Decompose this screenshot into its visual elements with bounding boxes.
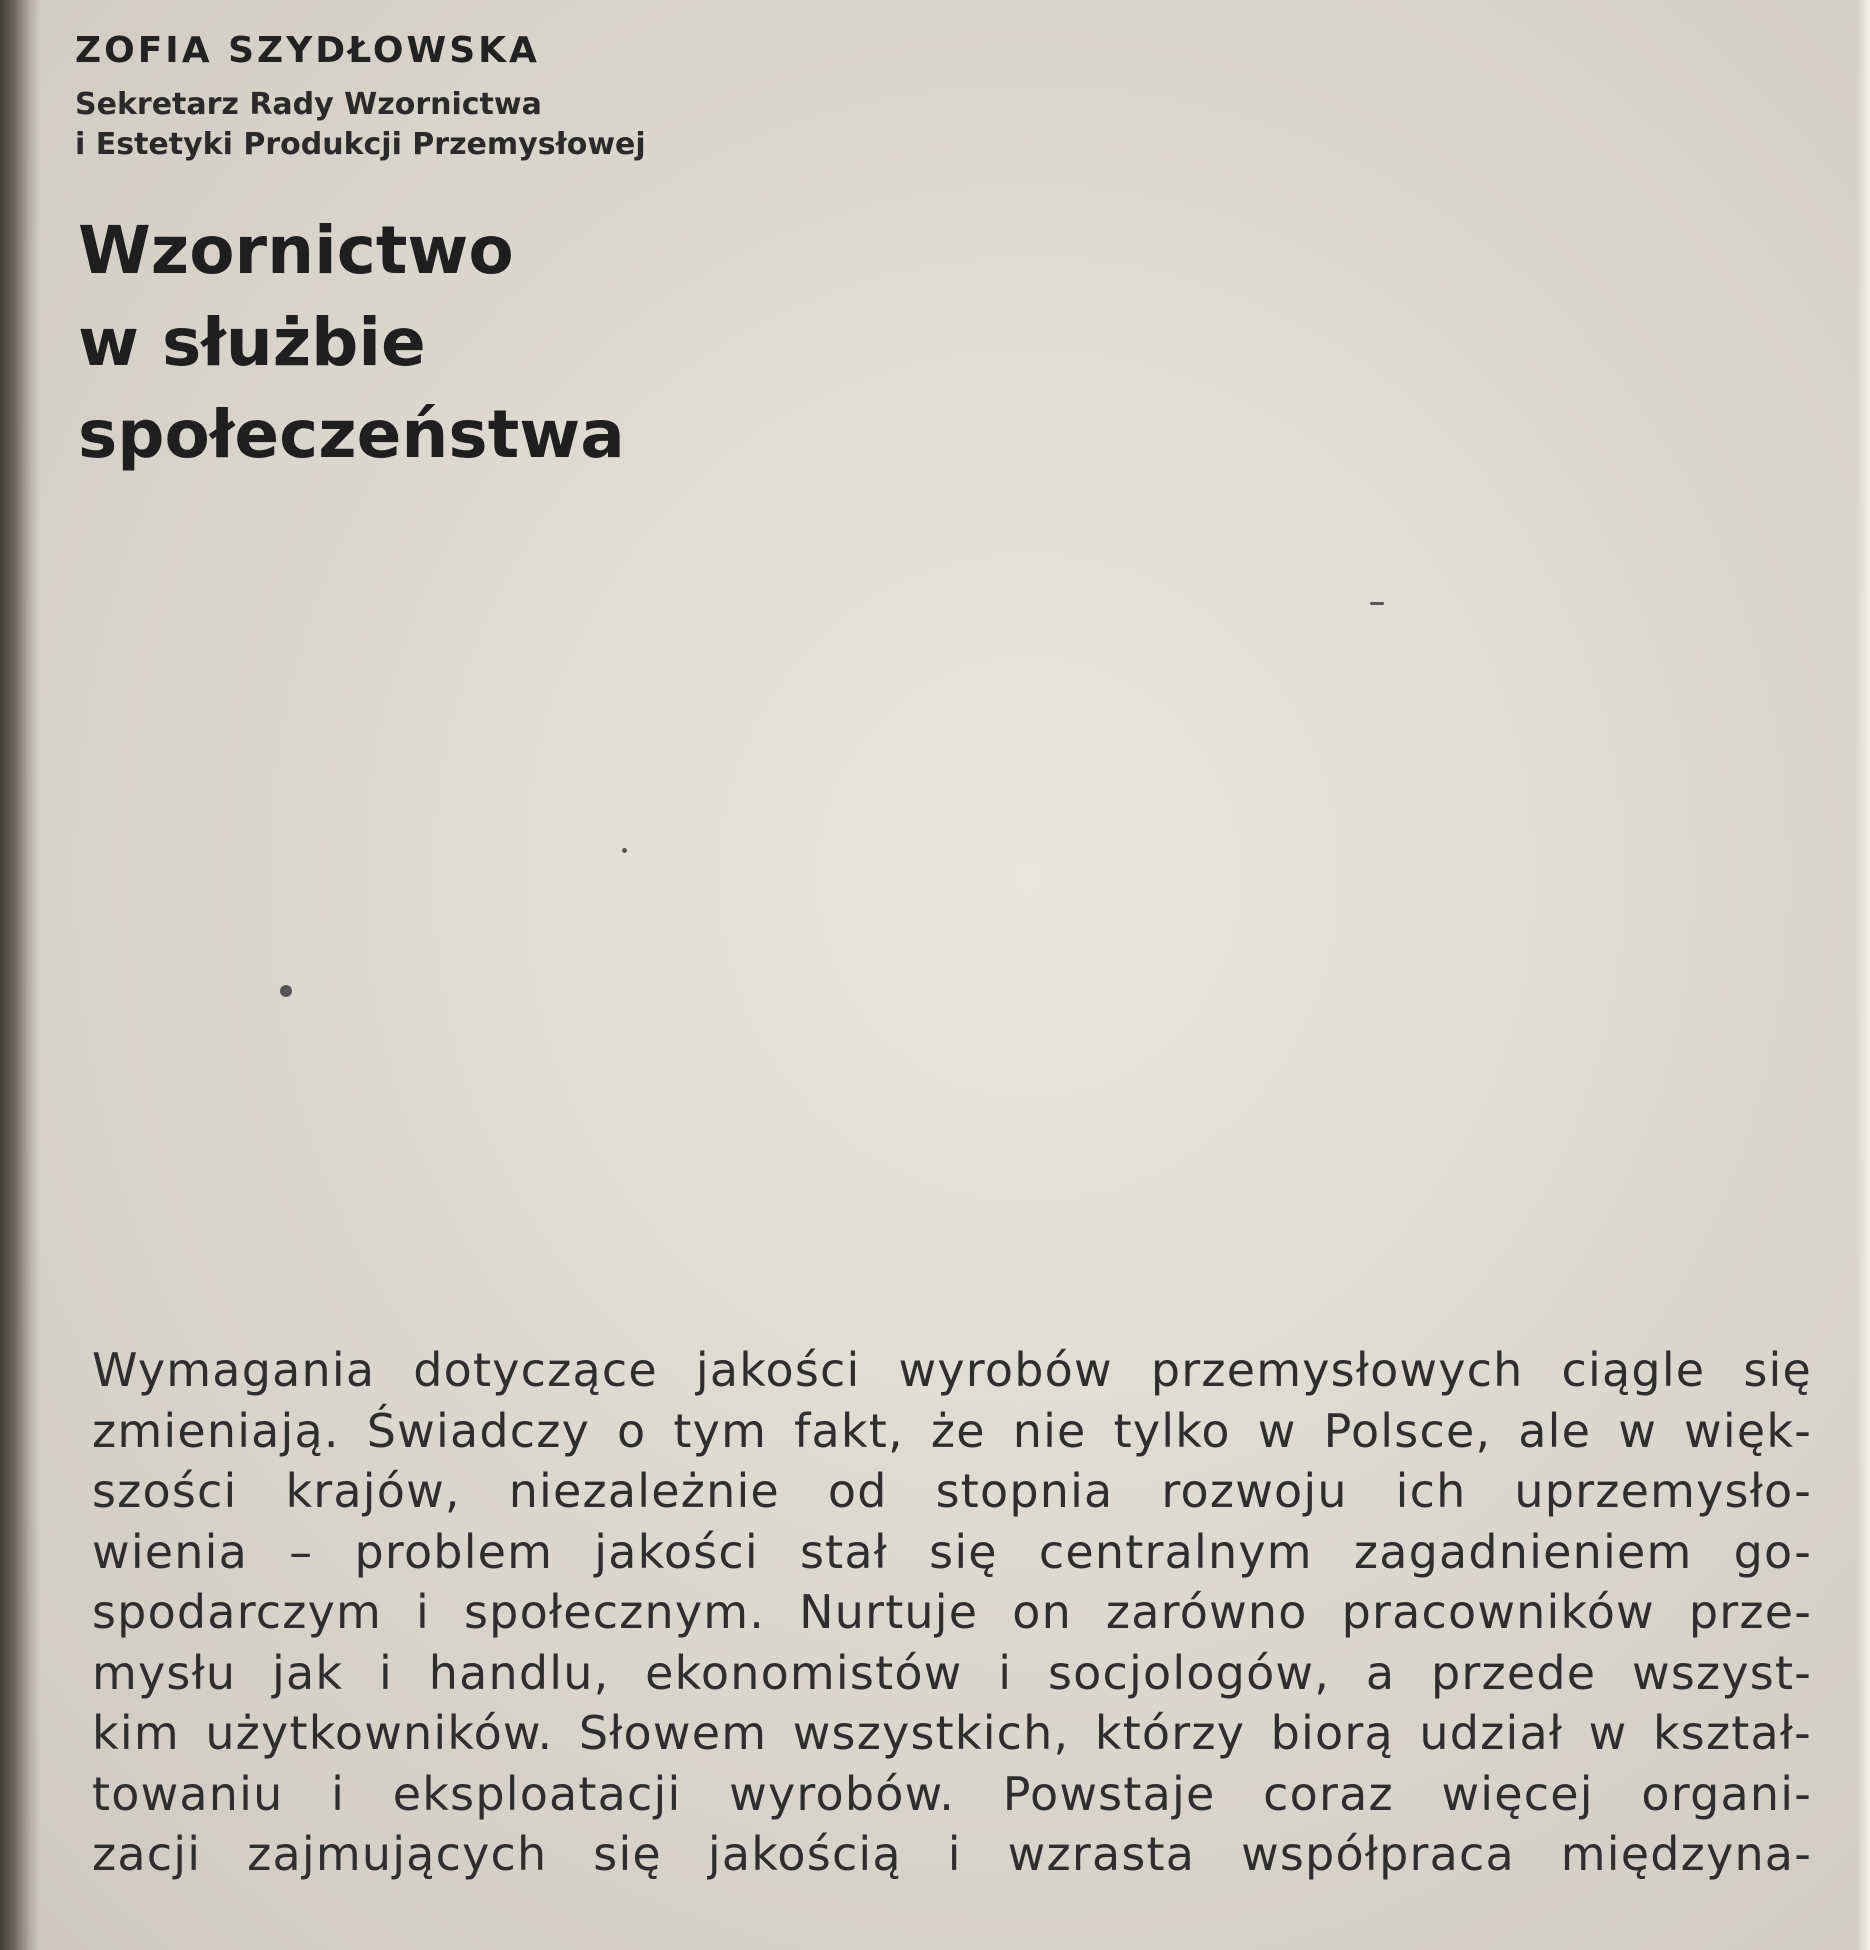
body-line: kim użytkowników. Słowem wszystkich, którzy biorą udział w kształ- bbox=[92, 1706, 1812, 1760]
paper-speck bbox=[280, 985, 292, 997]
article-body bbox=[92, 1340, 1812, 1885]
body-line: szości krajów, niezależnie od stopnia rozwoju ich uprzemysło- bbox=[92, 1464, 1812, 1518]
body-line: towaniu i eksploatacji wyrobów. Powstaje coraz więcej organi- bbox=[92, 1766, 1812, 1821]
article-title bbox=[78, 205, 625, 481]
title-line: w służbie bbox=[78, 304, 426, 381]
body-line: zacji zajmujących się jakością i wzrasta współpraca międzyna- bbox=[92, 1827, 1812, 1881]
paper-speck bbox=[1370, 602, 1384, 605]
author-name: ZOFIA SZYDŁOWSKA bbox=[75, 30, 540, 71]
article-header bbox=[75, 30, 646, 165]
page-edge bbox=[1856, 0, 1870, 1950]
author-role bbox=[75, 85, 646, 165]
binding-shadow bbox=[0, 0, 40, 1950]
title-line: Wzornictwo bbox=[78, 212, 514, 289]
title-line: społeczeństwa bbox=[78, 396, 625, 473]
author-role-line: i Estetyki Produkcji Przemysłowej bbox=[75, 127, 646, 162]
body-line: spodarczym i społecznym. Nurtuje on zarówno pracowników prze- bbox=[92, 1585, 1812, 1639]
body-line: Wymagania dotyczące jakości wyrobów przemysłowych ciągle się bbox=[92, 1343, 1812, 1397]
paper-speck bbox=[622, 848, 627, 853]
body-line: zmieniają. Świadczy o tym fakt, że nie tylko w Polsce, ale w więk- bbox=[92, 1403, 1812, 1458]
body-line: mysłu jak i handlu, ekonomistów i socjologów, a przede wszyst- bbox=[92, 1645, 1812, 1700]
body-line: wienia – problem jakości stał się centralnym zagadnieniem go- bbox=[92, 1524, 1812, 1579]
author-role-line: Sekretarz Rady Wzornictwa bbox=[75, 87, 542, 122]
